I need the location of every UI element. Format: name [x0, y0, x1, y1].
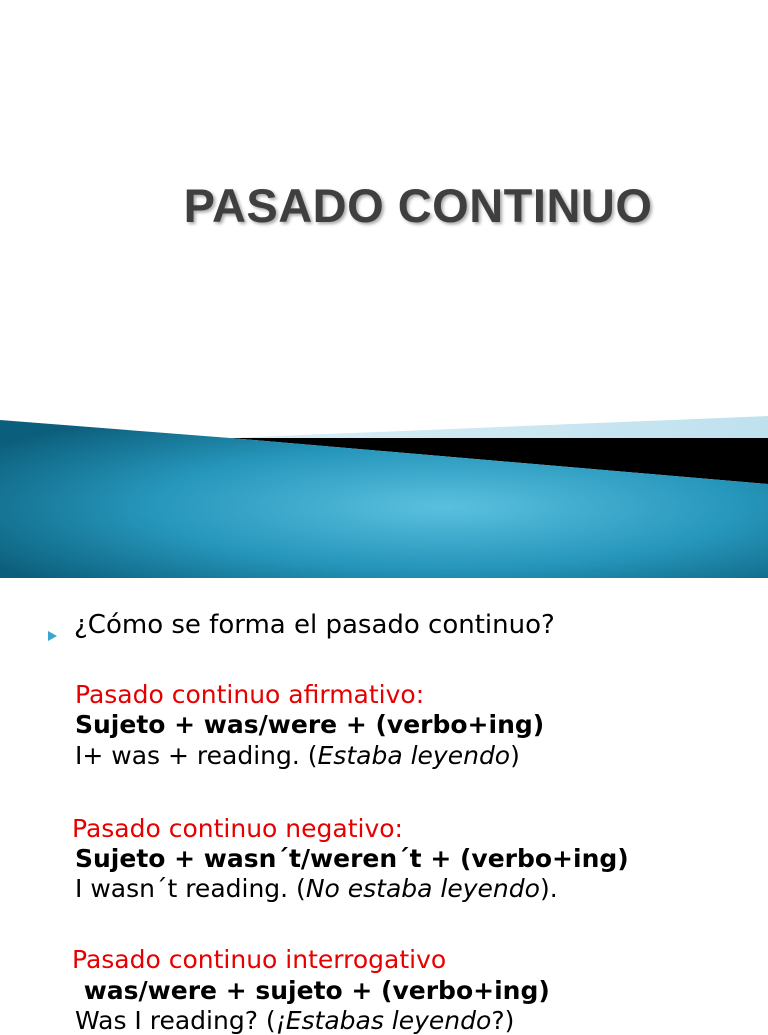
section-example-affirmative: I+ was + reading. (Estaba leyendo) [75, 741, 520, 770]
section-example-negative: I wasn´t reading. (No estaba leyendo). [75, 874, 558, 903]
section-heading-interrogative: Pasado continuo interrogativo [72, 945, 447, 974]
bullet-question: ¿Cómo se forma el pasado continuo? [74, 610, 555, 640]
section-formula-negative: Sujeto + wasn´t/weren´t + (verbo+ing) [75, 844, 629, 873]
section-example-interrogative: Was I reading? (¡Estabas leyendo?) [75, 1006, 515, 1035]
banner-light-strip [230, 416, 768, 438]
slide-title: PASADO CONTINUO [183, 179, 653, 232]
section-heading-negative: Pasado continuo negativo: [72, 814, 403, 843]
bullet-arrow-icon [48, 631, 57, 641]
section-formula-affirmative: Sujeto + was/were + (verbo+ing) [75, 710, 545, 739]
decorative-banner [0, 414, 768, 578]
section-heading-affirmative: Pasado continuo afirmativo: [75, 680, 425, 709]
section-formula-interrogative: was/were + sujeto + (verbo+ing) [75, 976, 550, 1005]
